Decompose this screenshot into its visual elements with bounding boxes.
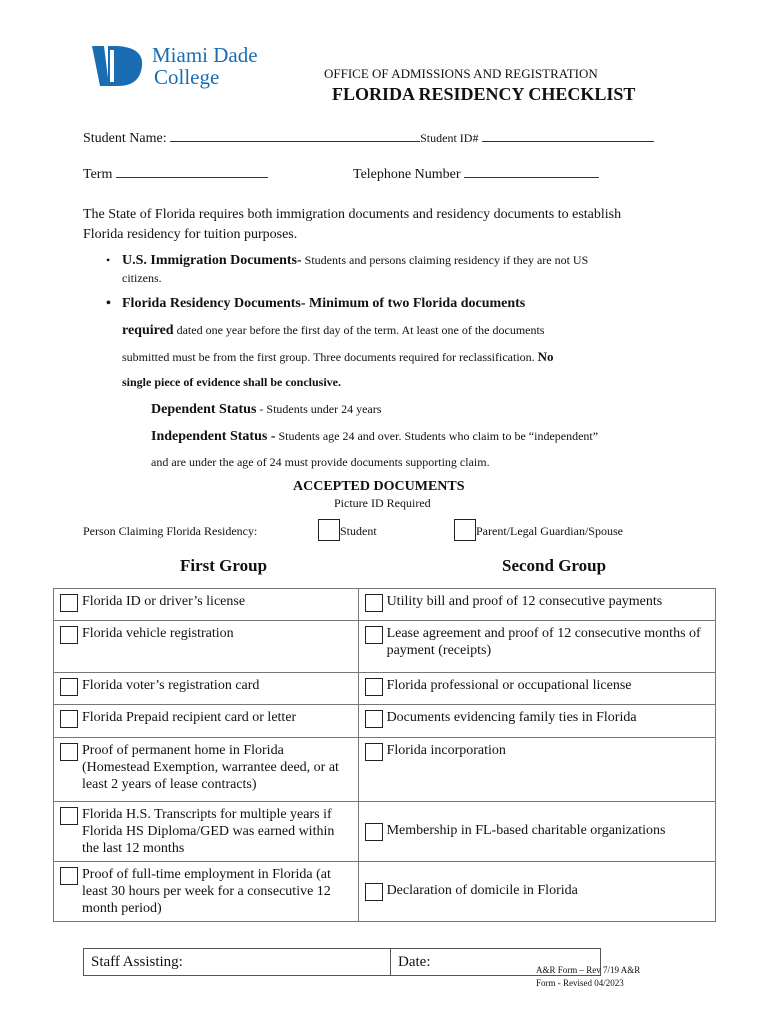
second-group-item: Membership in FL-based charitable organizations [386,823,666,838]
form-revision: A&R Form – Rev 7/19 A&R Form - Revised 04/2023 [536,965,641,988]
table-row [54,802,716,862]
term-field[interactable] [116,165,268,178]
logo-line-1: Miami Dade [152,43,258,67]
second-group-item: Documents evidencing family ties in Florida [386,710,637,725]
telephone-field[interactable] [464,165,599,178]
table-row [54,738,716,802]
student-checkbox[interactable] [318,519,340,541]
second-group-item: Florida incorporation [386,743,506,758]
second-group-checkbox[interactable] [365,710,383,728]
residency-line-4: single piece of evidence shall be conclusive. [122,375,341,389]
table-row [54,862,716,922]
first-group-checkbox[interactable] [60,626,78,644]
telephone-label: Telephone Number [353,167,461,182]
first-group-checkbox[interactable] [60,807,78,825]
first-group-item: Florida ID or driver’s license [82,594,246,609]
second-group-checkbox[interactable] [365,594,383,612]
independent-status: Independent Status - Students age 24 and over. Students who claim to be “independent” [151,429,599,444]
student-option-label: Student [340,524,377,538]
immigration-bullet: • U.S. Immigration Documents- Students and persons claiming residency if they are not US [122,253,588,269]
student-id-label: Student ID# [420,131,479,145]
residency-line-3: submitted must be from the first group. Three documents required for reclassification. No [122,349,554,364]
first-group-item: Florida voter’s registration card [82,678,260,693]
term-label: Term [83,167,113,182]
first-group-item: Florida Prepaid recipient card or letter [82,710,297,725]
first-group-checkbox[interactable] [60,594,78,612]
first-group-item: Proof of permanent home in Florida (Homestead Exemption, warrantee deed, or at least 2 years of lease contracts) [82,743,339,792]
dependent-status: Dependent Status - Students under 24 years [151,402,382,417]
second-group-checkbox[interactable] [365,626,383,644]
staff-assisting-field[interactable] [84,949,391,976]
student-name-field[interactable] [170,129,420,142]
first-group-item: Florida H.S. Transcripts for multiple years if Florida HS Diploma/GED was earned within the last 12 months [82,807,335,856]
date-label: Date: [398,953,431,970]
table-row [54,589,716,621]
residency-bullet: • Florida Residency Documents- Minimum of two Florida documents [122,296,525,312]
documents-table [53,588,716,922]
second-group-item: Florida professional or occupational license [386,678,632,693]
first-group-checkbox[interactable] [60,867,78,885]
second-group-checkbox[interactable] [365,743,383,761]
accepted-documents-title: ACCEPTED DOCUMENTS [293,479,465,494]
student-name-label: Student Name: [83,131,167,146]
claiming-label: Person Claiming Florida Residency: [83,524,258,538]
second-group-checkbox[interactable] [365,883,383,901]
second-group-item: Utility bill and proof of 12 consecutive payments [386,594,663,609]
second-group-item: Lease agreement and proof of 12 consecutive months of payment (receipts) [386,626,701,658]
second-group-title: Second Group [502,556,607,575]
staff-label: Staff Assisting: [91,953,183,970]
immigration-text-2: citizens. [122,271,162,285]
table-row [54,621,716,673]
first-group-item: Proof of full-time employment in Florida (at least 30 hours per week for a consecutive 12 month period) [82,867,331,916]
residency-line-2: required dated one year before the first day of the term. At least one of the documents [122,323,545,338]
parent-option-label: Parent/Legal Guardian/Spouse [476,524,623,538]
student-id-field[interactable] [482,129,654,142]
office-title: OFFICE OF ADMISSIONS AND REGISTRATION [324,66,598,81]
second-group-checkbox[interactable] [365,678,383,696]
second-group-checkbox[interactable] [365,823,383,841]
staff-table [83,948,601,976]
intro-text: The State of Florida requires both immigration documents and residency documents to establish [83,207,622,222]
intro-text-2: Florida residency for tuition purposes. [83,227,298,242]
parent-checkbox[interactable] [454,519,476,541]
first-group-checkbox[interactable] [60,710,78,728]
table-row [54,705,716,738]
first-group-checkbox[interactable] [60,678,78,696]
table-row [54,673,716,705]
logo-line-2: College [154,65,220,89]
first-group-checkbox[interactable] [60,743,78,761]
miami-dade-logo [92,43,258,92]
picture-id-note: Picture ID Required [334,496,431,510]
independent-status-2: and are under the age of 24 must provide documents supporting claim. [151,455,490,469]
first-group-title: First Group [180,556,268,575]
page-title: FLORIDA RESIDENCY CHECKLIST [332,84,636,104]
second-group-item: Declaration of domicile in Florida [386,883,578,898]
md-logo-mark-icon [92,44,144,88]
first-group-item: Florida vehicle registration [82,626,234,641]
